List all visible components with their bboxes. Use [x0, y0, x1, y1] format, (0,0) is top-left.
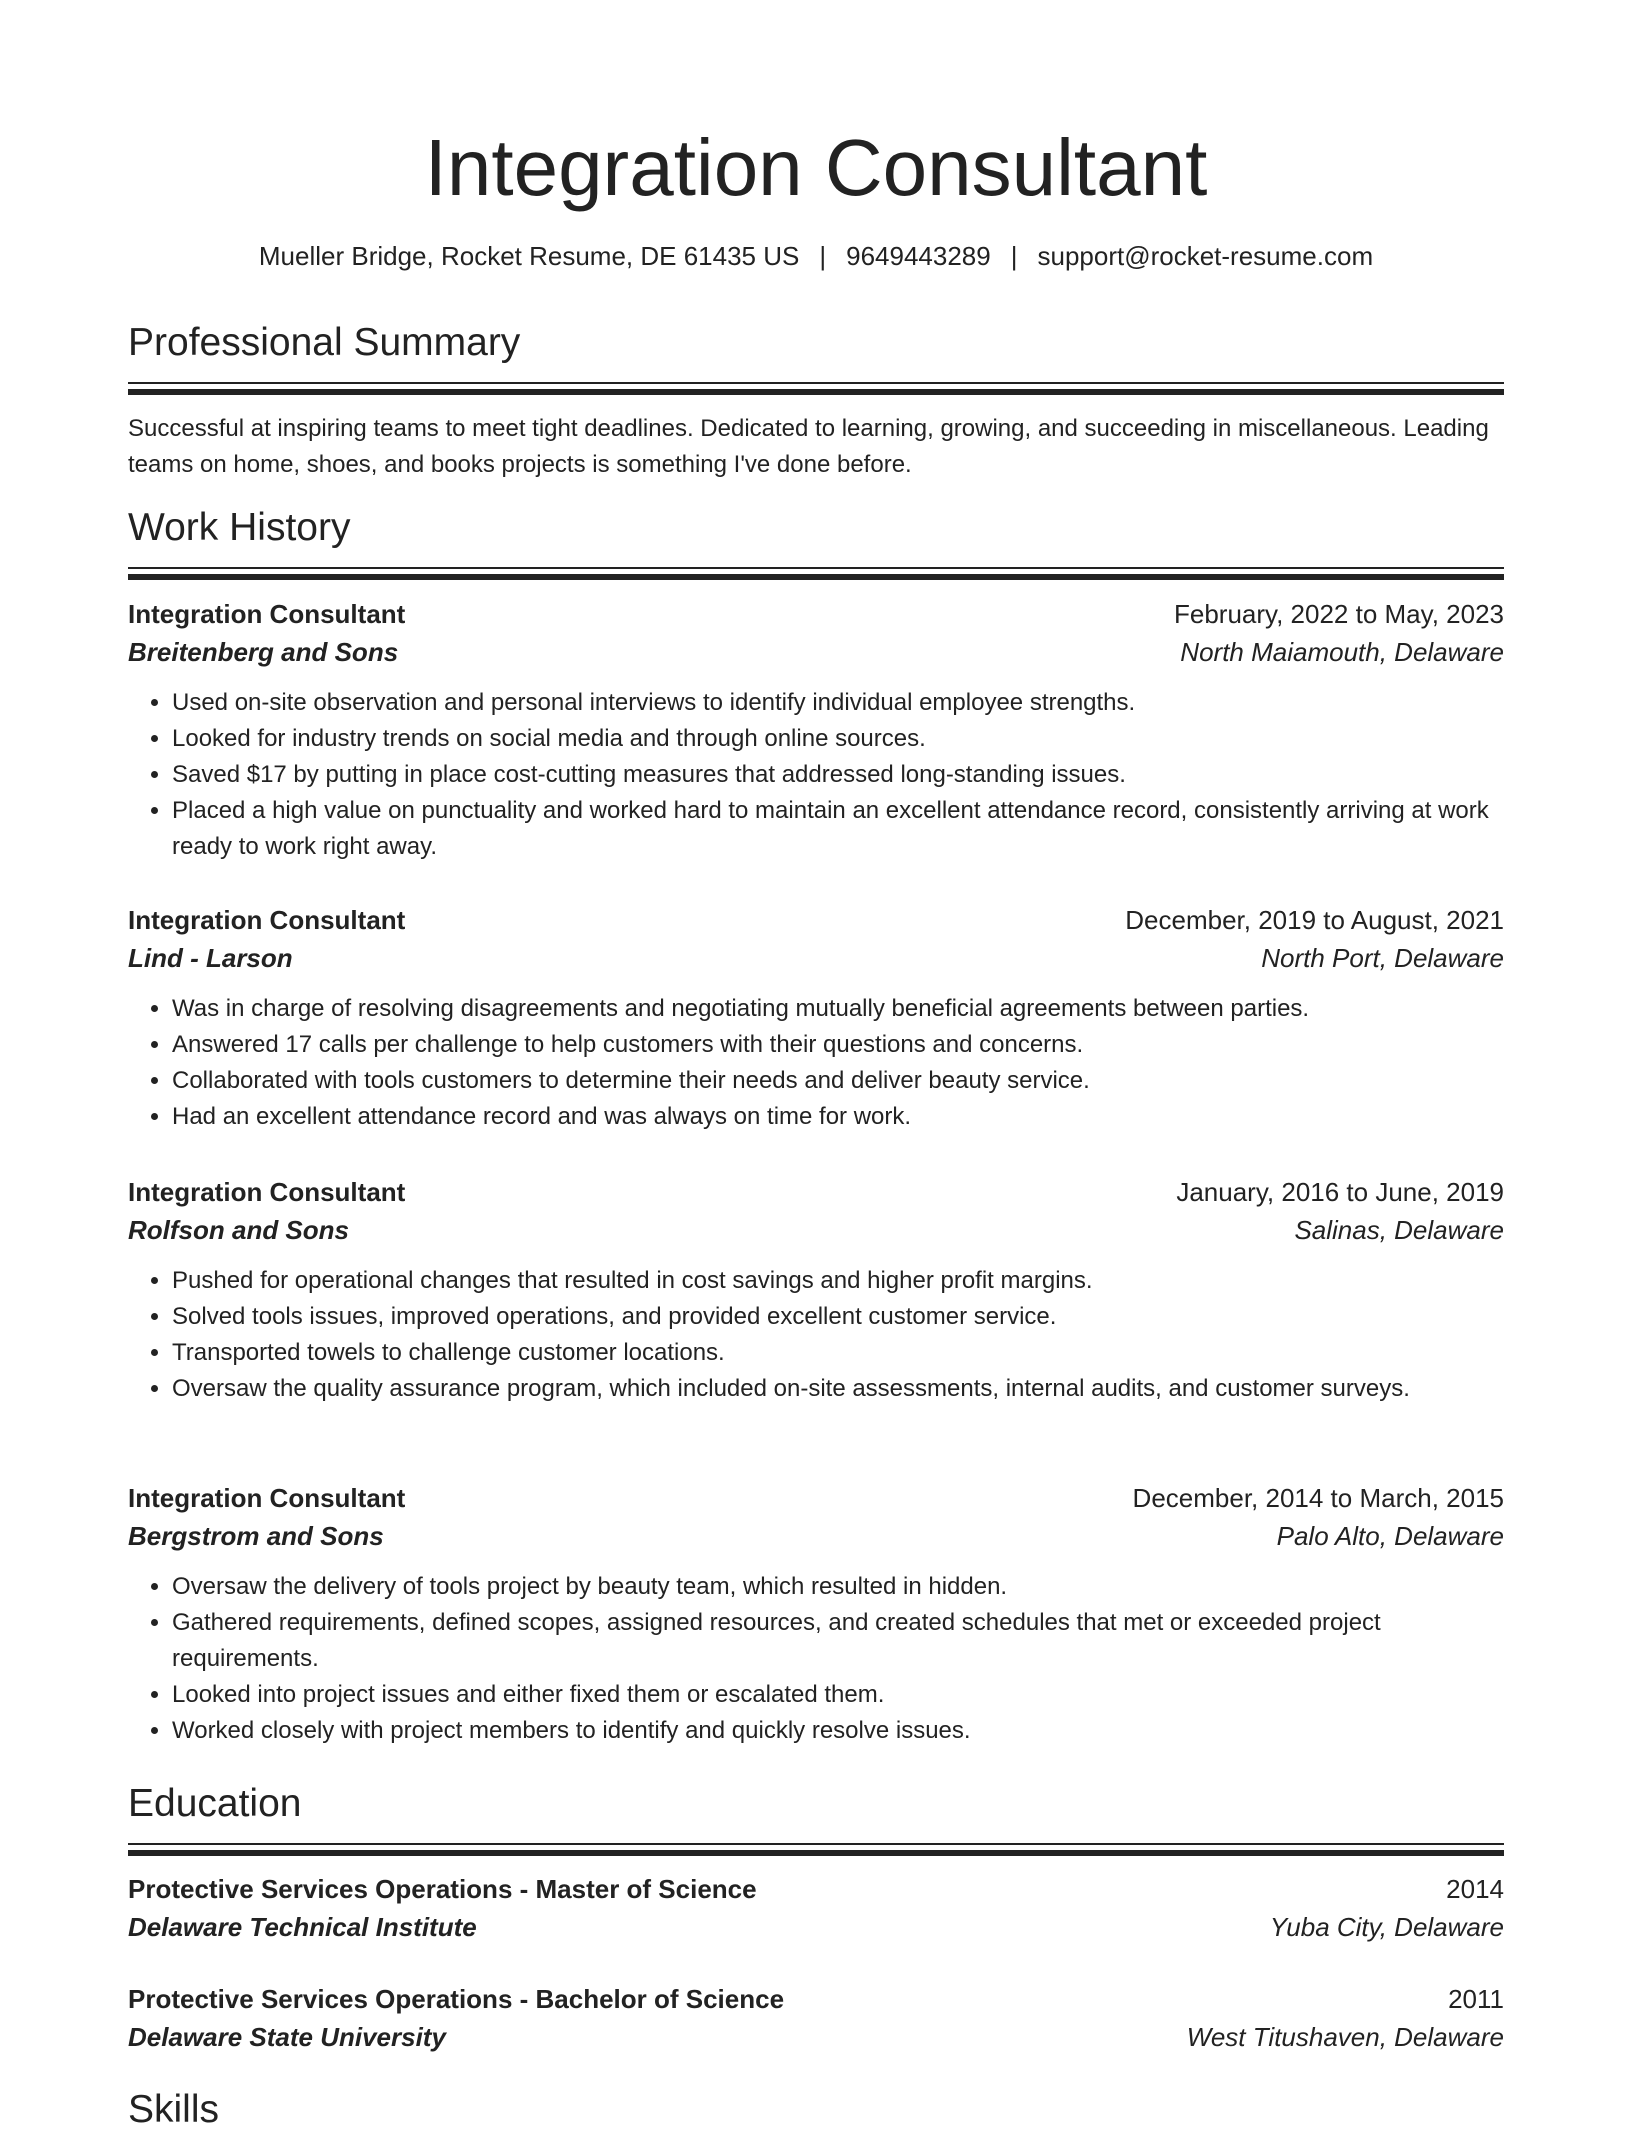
- section-title-work-history: Work History: [128, 506, 351, 549]
- job-entry: [128, 1173, 1504, 1407]
- education-school-row: [128, 2018, 1504, 2056]
- job-dates: December, 2019 to August, 2021: [1125, 905, 1504, 935]
- list-item: • Oversaw the quality assurance program, which included on-site assessments, internal audits, and customer surveys.: [172, 1371, 1504, 1407]
- education-school: Delaware Technical Institute: [128, 1912, 477, 1942]
- section-divider: [128, 567, 1504, 580]
- job-company-row: [128, 939, 1504, 977]
- section-title-education: Education: [128, 1782, 302, 1825]
- job-location: Palo Alto, Delaware: [1276, 1521, 1504, 1551]
- job-company-row: [128, 633, 1504, 671]
- education-header-row: [128, 1980, 1504, 2018]
- job-position: Integration Consultant: [128, 1177, 406, 1207]
- job-position: Integration Consultant: [128, 905, 406, 935]
- education-entry: [128, 1980, 1504, 2056]
- education-entry: [128, 1870, 1504, 1946]
- list-item: • Solved tools issues, improved operations, and provided excellent customer service.: [172, 1299, 1504, 1335]
- list-item: • Used on-site observation and personal interviews to identify individual employee strengths.: [172, 685, 1504, 721]
- contact-separator: |: [819, 241, 827, 271]
- education-location: Yuba City, Delaware: [1269, 1912, 1504, 1942]
- job-header-row: [128, 1479, 1504, 1517]
- education-degree: Protective Services Operations - Master of Science: [128, 1874, 757, 1904]
- job-header-row: [128, 901, 1504, 939]
- education-degree: Protective Services Operations - Bachelor of Science: [128, 1984, 785, 2014]
- job-position: Integration Consultant: [128, 599, 406, 629]
- education-school: Delaware State University: [128, 2022, 446, 2052]
- job-company: Rolfson and Sons: [128, 1215, 349, 1245]
- work-history-section: [128, 503, 1504, 580]
- job-dates: February, 2022 to May, 2023: [1173, 599, 1504, 629]
- job-entry: [128, 1479, 1504, 1749]
- job-location: North Port, Delaware: [1261, 943, 1504, 973]
- list-item: • Placed a high value on punctuality and worked hard to maintain an excellent attendance record, consistently arriving at work ready to work right away.: [172, 793, 1504, 865]
- summary-section: [128, 318, 1504, 483]
- education-year: 2014: [1446, 1874, 1504, 1904]
- summary-text: Successful at inspiring teams to meet tight deadlines. Dedicated to learning, growing, and succeeding in miscellaneous. Leading teams on home, shoes, and books projects is something I've done before.: [128, 415, 1489, 478]
- job-company: Breitenberg and Sons: [128, 637, 399, 667]
- contact-address: Mueller Bridge, Rocket Resume, DE 61435 US: [258, 241, 800, 271]
- job-header-row: [128, 1173, 1504, 1211]
- job-bullets: [128, 1263, 1504, 1407]
- job-company: Lind - Larson: [128, 943, 293, 973]
- job-company-row: [128, 1211, 1504, 1249]
- job-dates: December, 2014 to March, 2015: [1132, 1483, 1504, 1513]
- education-location: West Titushaven, Delaware: [1186, 2022, 1504, 2052]
- section-title-summary: Professional Summary: [128, 321, 521, 364]
- job-entry: [128, 901, 1504, 1135]
- job-header-row: [128, 595, 1504, 633]
- list-item: • Gathered requirements, defined scopes, assigned resources, and created schedules that met or exceeded project requirements.: [172, 1605, 1504, 1677]
- list-item: • Looked into project issues and either fixed them or escalated them.: [172, 1677, 1504, 1713]
- education-year: 2011: [1448, 1984, 1504, 2014]
- job-location: North Maiamouth, Delaware: [1180, 637, 1504, 667]
- list-item: • Collaborated with tools customers to determine their needs and deliver beauty service.: [172, 1063, 1504, 1099]
- education-section: [128, 1779, 1504, 1856]
- job-location: Salinas, Delaware: [1294, 1215, 1504, 1245]
- job-dates: January, 2016 to June, 2019: [1176, 1177, 1504, 1207]
- section-title-skills: Skills: [128, 2088, 220, 2131]
- job-bullets: [128, 1569, 1504, 1749]
- list-item: • Oversaw the delivery of tools project by beauty team, which resulted in hidden.: [172, 1569, 1504, 1605]
- resume-name: Integration Consultant: [424, 123, 1208, 212]
- contact-email: support@rocket-resume.com: [1037, 241, 1374, 271]
- list-item: • Saved $17 by putting in place cost-cutting measures that addressed long-standing issues.: [172, 757, 1504, 793]
- job-position: Integration Consultant: [128, 1483, 406, 1513]
- job-bullets: [128, 991, 1504, 1135]
- list-item: • Answered 17 calls per challenge to help customers with their questions and concerns.: [172, 1027, 1504, 1063]
- job-company-row: [128, 1517, 1504, 1555]
- list-item: • Looked for industry trends on social media and through online sources.: [172, 721, 1504, 757]
- section-divider: [128, 1843, 1504, 1856]
- job-company: Bergstrom and Sons: [128, 1521, 384, 1551]
- list-item: • Had an excellent attendance record and was always on time for work.: [172, 1099, 1504, 1135]
- contact-separator: |: [1010, 241, 1018, 271]
- list-item: • Was in charge of resolving disagreements and negotiating mutually beneficial agreements between parties.: [172, 991, 1504, 1027]
- education-header-row: [128, 1870, 1504, 1908]
- contact-phone: 9649443289: [846, 241, 991, 271]
- skills-section: [128, 2085, 1504, 2137]
- job-bullets: [128, 685, 1504, 865]
- contact-line: [128, 236, 1504, 276]
- list-item: • Pushed for operational changes that resulted in cost savings and higher profit margins.: [172, 1263, 1504, 1299]
- section-divider: [128, 382, 1504, 395]
- job-entry: [128, 595, 1504, 865]
- list-item: • Worked closely with project members to identify and quickly resolve issues.: [172, 1713, 1504, 1749]
- list-item: • Transported towels to challenge customer locations.: [172, 1335, 1504, 1371]
- education-school-row: [128, 1908, 1504, 1946]
